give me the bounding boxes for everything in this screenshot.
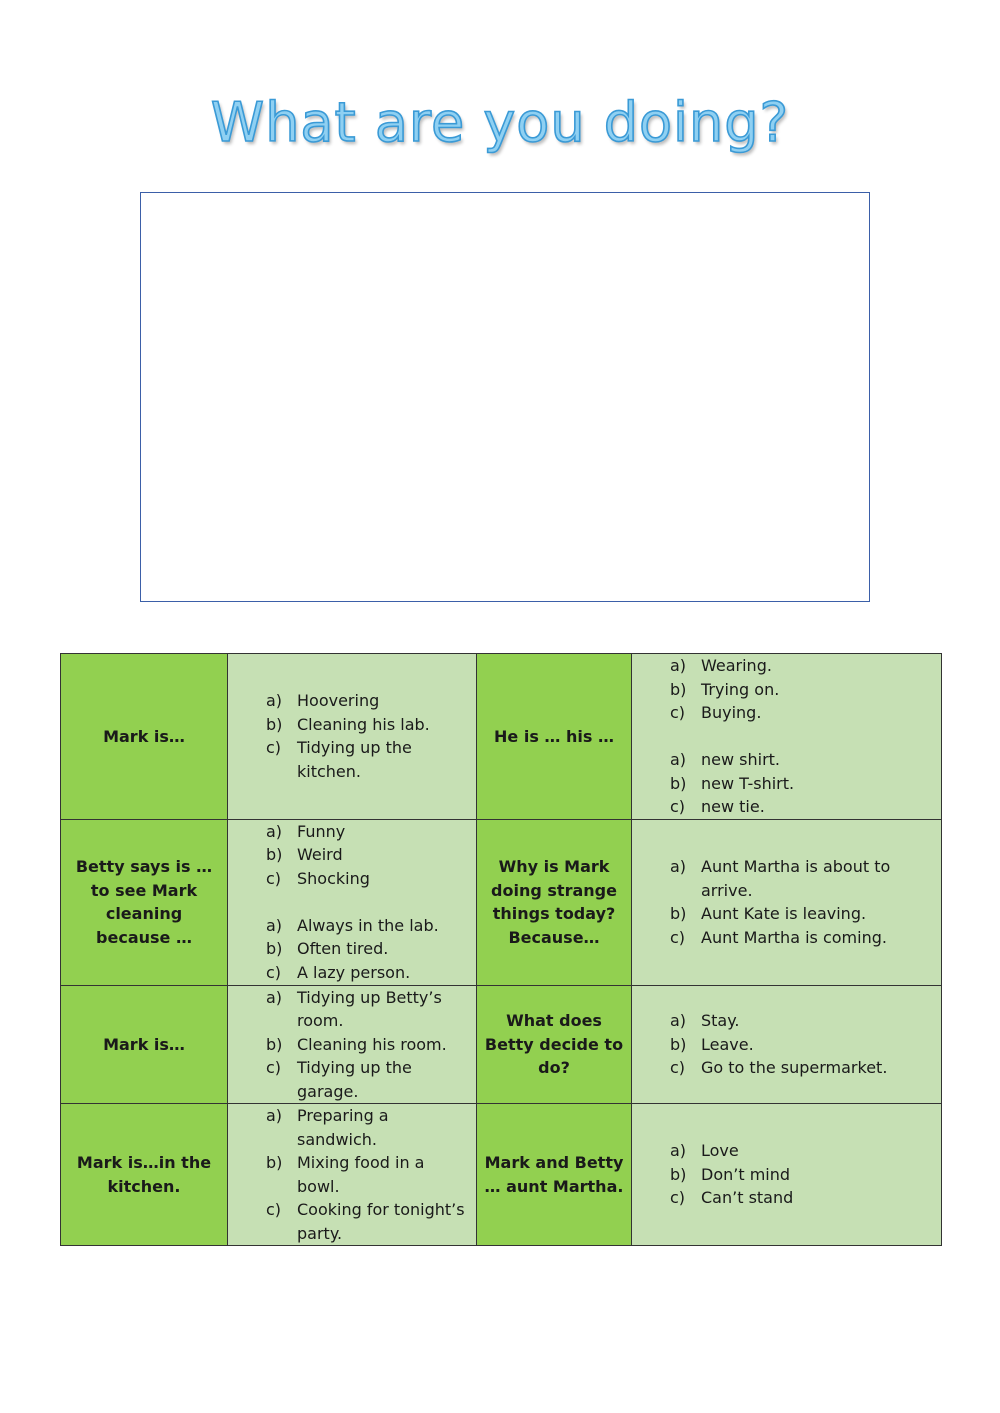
option-list xyxy=(228,986,476,1104)
answer-cell xyxy=(228,654,477,820)
group-gap xyxy=(632,725,941,749)
option-letter: c) xyxy=(670,927,686,947)
option-text: Can’t stand xyxy=(701,1188,794,1208)
option-letter: b) xyxy=(266,939,283,959)
option-text: new shirt. xyxy=(701,750,781,769)
option-text: Don’t mind xyxy=(701,1164,791,1184)
option-letter: b) xyxy=(670,773,687,793)
answer-option[interactable] xyxy=(670,1139,935,1163)
option-letter: a) xyxy=(266,821,283,841)
option-text: Go to the supermarket. xyxy=(701,1058,888,1077)
option-text: Aunt Kate is leaving. xyxy=(701,904,867,923)
option-text: Cleaning his room. xyxy=(297,1034,447,1054)
answer-cell xyxy=(228,1104,477,1246)
option-letter: a) xyxy=(266,1106,283,1125)
answer-option[interactable] xyxy=(266,1151,470,1198)
option-text: Shocking xyxy=(297,868,370,888)
option-letter: a) xyxy=(670,1011,687,1030)
question-cell: He is … his … xyxy=(477,654,632,820)
answer-cell xyxy=(632,819,942,985)
answer-option[interactable] xyxy=(266,961,470,985)
answer-option[interactable] xyxy=(670,926,935,950)
answer-option[interactable] xyxy=(266,1198,470,1245)
answer-cell xyxy=(632,1104,942,1246)
option-list xyxy=(228,689,476,783)
option-text: Funny xyxy=(297,821,346,841)
option-text: Tidying up the kitchen. xyxy=(297,738,412,781)
answer-option[interactable] xyxy=(266,986,470,1033)
option-letter: c) xyxy=(670,797,686,816)
question-cell: Mark is… xyxy=(61,985,228,1104)
option-text: new T-shirt. xyxy=(701,773,795,793)
option-letter: a) xyxy=(670,1141,687,1161)
option-letter: a) xyxy=(670,656,687,675)
answer-option[interactable] xyxy=(670,855,935,902)
option-text: Stay. xyxy=(701,1011,740,1030)
option-text: Tidying up Betty’s room. xyxy=(297,987,442,1030)
option-list xyxy=(632,855,941,949)
answer-option[interactable] xyxy=(670,1163,935,1187)
option-letter: a) xyxy=(670,750,687,769)
option-letter: c) xyxy=(670,703,686,722)
option-text: Hoovering xyxy=(297,691,380,711)
answer-option[interactable] xyxy=(266,914,470,938)
answer-option[interactable] xyxy=(266,1104,470,1151)
option-letter: b) xyxy=(670,679,687,699)
answer-option[interactable] xyxy=(670,678,935,702)
answer-option[interactable] xyxy=(670,654,935,678)
answer-option[interactable] xyxy=(670,772,935,796)
answer-option[interactable] xyxy=(670,1056,935,1080)
option-text: Cooking for tonight’s party. xyxy=(297,1200,465,1243)
question-cell: Why is Mark doing strange things today? Because… xyxy=(477,819,632,985)
option-text: Cleaning his lab. xyxy=(297,714,430,734)
option-text: Always in the lab. xyxy=(297,915,439,935)
option-text: Tidying up the garage. xyxy=(297,1058,412,1101)
answer-option[interactable] xyxy=(266,1033,470,1057)
answer-option[interactable] xyxy=(266,867,470,891)
option-letter: a) xyxy=(670,857,687,876)
option-letter: b) xyxy=(670,1034,687,1054)
option-text: Love xyxy=(701,1141,739,1161)
option-text: Preparing a sandwich. xyxy=(297,1106,389,1149)
quiz-row xyxy=(61,1104,942,1246)
answer-option[interactable] xyxy=(266,689,470,713)
option-list xyxy=(632,1009,941,1080)
answer-option[interactable] xyxy=(266,736,470,783)
option-text: Aunt Martha is about to arrive. xyxy=(701,857,891,900)
answer-option[interactable] xyxy=(670,1033,935,1057)
option-text: Trying on. xyxy=(701,679,780,699)
option-text: Mixing food in a bowl. xyxy=(297,1153,425,1196)
question-cell: Betty says is … to see Mark cleaning because … xyxy=(61,819,228,985)
option-letter: b) xyxy=(266,1034,283,1054)
option-text: Leave. xyxy=(701,1034,754,1054)
option-letter: b) xyxy=(670,1164,687,1184)
option-text: A lazy person. xyxy=(297,962,411,982)
option-list xyxy=(632,1139,941,1210)
option-list xyxy=(228,914,476,985)
option-text: Weird xyxy=(297,845,343,865)
answer-cell xyxy=(228,819,477,985)
quiz-row xyxy=(61,985,942,1104)
option-text: Aunt Martha is coming. xyxy=(701,927,887,947)
option-letter: c) xyxy=(266,962,282,982)
option-letter: c) xyxy=(266,1200,282,1219)
option-letter: c) xyxy=(670,1058,686,1077)
group-gap xyxy=(228,890,476,914)
question-cell: Mark is…in the kitchen. xyxy=(61,1104,228,1246)
quiz-table xyxy=(60,653,942,1246)
quiz-row xyxy=(61,654,942,820)
option-letter: c) xyxy=(266,1058,282,1077)
answer-cell xyxy=(228,985,477,1104)
question-cell: Mark and Betty … aunt Martha. xyxy=(477,1104,632,1246)
answer-option[interactable] xyxy=(266,713,470,737)
option-list xyxy=(228,1104,476,1245)
option-letter: b) xyxy=(266,1153,283,1172)
question-cell: What does Betty decide to do? xyxy=(477,985,632,1104)
option-text: new tie. xyxy=(701,797,765,816)
option-letter: a) xyxy=(266,915,283,935)
answer-cell xyxy=(632,985,942,1104)
option-letter: a) xyxy=(266,987,283,1007)
option-letter: c) xyxy=(670,1188,686,1208)
video-placeholder[interactable] xyxy=(140,192,870,602)
option-letter: b) xyxy=(670,904,687,923)
answer-option[interactable] xyxy=(670,902,935,926)
option-letter: a) xyxy=(266,691,283,711)
answer-option[interactable] xyxy=(670,1009,935,1033)
answer-option[interactable] xyxy=(266,820,470,844)
quiz-row xyxy=(61,819,942,985)
answer-option[interactable] xyxy=(670,795,935,819)
option-letter: c) xyxy=(266,738,282,758)
option-text: Wearing. xyxy=(701,656,772,675)
answer-option[interactable] xyxy=(266,843,470,867)
option-list xyxy=(632,748,941,819)
option-text: Often tired. xyxy=(297,939,389,959)
option-letter: b) xyxy=(266,714,283,734)
option-letter: b) xyxy=(266,845,283,865)
option-text: Buying. xyxy=(701,703,762,722)
option-list xyxy=(228,820,476,891)
answer-option[interactable] xyxy=(266,1056,470,1103)
answer-option[interactable] xyxy=(266,937,470,961)
answer-option[interactable] xyxy=(670,1186,935,1210)
question-cell: Mark is… xyxy=(61,654,228,820)
answer-option[interactable] xyxy=(670,701,935,725)
page-title: What are you doing? xyxy=(210,91,790,154)
answer-option[interactable] xyxy=(670,748,935,772)
option-letter: c) xyxy=(266,868,282,888)
option-list xyxy=(632,654,941,725)
answer-cell xyxy=(632,654,942,820)
